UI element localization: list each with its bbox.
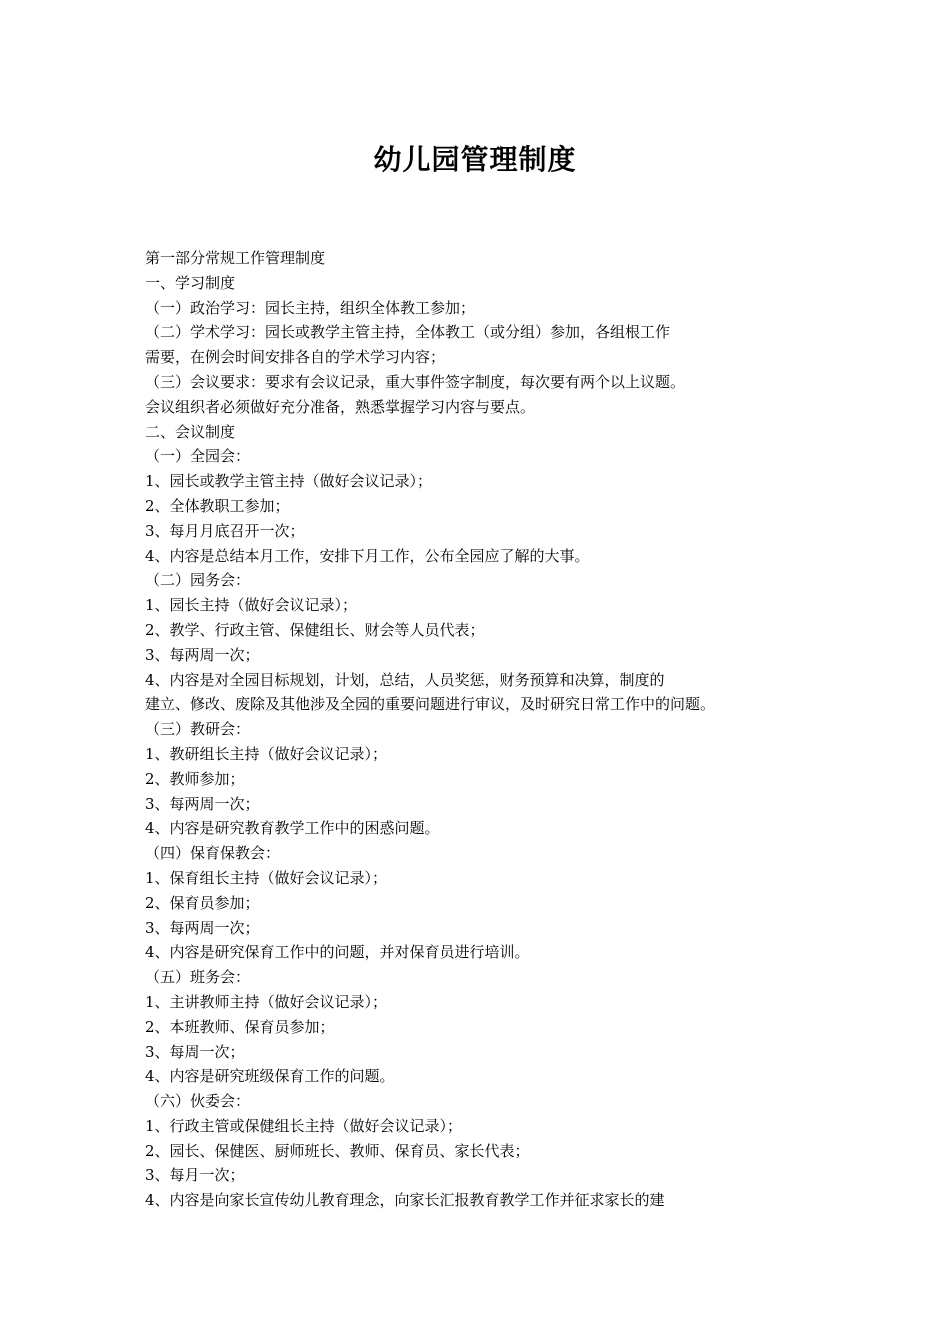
text-line: 2、园长、保健医、厨师班长、教师、保育员、家长代表； <box>145 1141 530 1160</box>
text-line: 二、会议制度 <box>145 422 236 441</box>
text-line: （一）全园会： <box>145 447 251 466</box>
text-line: 3、每两周一次； <box>145 794 260 813</box>
text-line: 2、本班教师、保育员参加； <box>145 1017 335 1036</box>
text-line: 4、内容是研究教育教学工作中的困惑问题。 <box>145 819 440 838</box>
text-line: 需要，在例会时间安排各自的学术学习内容； <box>145 348 446 367</box>
text-line: 建立、修改、废除及其他涉及全园的重要问题进行审议，及时研究日常工作中的问题。 <box>145 695 716 714</box>
text-line: 2、保育员参加； <box>145 893 260 912</box>
text-line: 3、每两周一次； <box>145 645 260 664</box>
text-line: 2、教学、行政主管、保健组长、财会等人员代表； <box>145 620 485 639</box>
text-line: 1、教研组长主持（做好会议记录）； <box>145 744 388 763</box>
text-line: 3、每月一次； <box>145 1166 245 1185</box>
text-line: （三）会议要求：要求有会议记录，重大事件签字制度，每次要有两个以上议题。 <box>145 372 686 391</box>
text-line: 4、内容是研究班级保育工作的问题。 <box>145 1067 395 1086</box>
text-line: （二）学术学习：园长或教学主管主持，全体教工（或分组）参加，各组根工作 <box>145 323 671 342</box>
text-line: （六）伙委会： <box>145 1092 251 1111</box>
text-line: 1、保育组长主持（做好会议记录）； <box>145 868 388 887</box>
text-line: （五）班务会： <box>145 968 251 987</box>
text-line: （二）园务会： <box>145 571 251 590</box>
text-line: 1、主讲教师主持（做好会议记录）； <box>145 992 388 1011</box>
text-line: 第一部分常规工作管理制度 <box>145 249 326 267</box>
document-body <box>145 246 825 1213</box>
text-line: 4、内容是总结本月工作，安排下月工作，公布全园应了解的大事。 <box>145 546 590 565</box>
text-line: 2、教师参加； <box>145 769 245 788</box>
text-line: （三）教研会： <box>145 720 251 739</box>
text-line: 一、学习制度 <box>145 273 236 292</box>
text-line: 4、内容是向家长宣传幼儿教育理念，向家长汇报教育教学工作并征求家长的建 <box>145 1191 665 1210</box>
text-line: 3、每周一次； <box>145 1042 245 1061</box>
text-line: 1、园长主持（做好会议记录）； <box>145 596 358 615</box>
text-line: 3、每两周一次； <box>145 918 260 937</box>
text-line: 1、园长或教学主管主持（做好会议记录）； <box>145 472 433 491</box>
text-line: 4、内容是对全园目标规划，计划，总结，人员奖惩，财务预算和决算，制度的 <box>145 670 665 689</box>
text-line: 2、全体教职工参加； <box>145 496 290 515</box>
text-line: 会议组织者必须做好充分准备，熟悉掌握学习内容与要点。 <box>145 397 536 416</box>
text-line: 1、行政主管或保健组长主持（做好会议记录）； <box>145 1116 463 1135</box>
text-line: （四）保育保教会： <box>145 844 281 863</box>
document-title: 幼儿园管理制度 <box>373 143 577 176</box>
text-line: 4、内容是研究保育工作中的问题，并对保育员进行培训。 <box>145 943 530 962</box>
text-line: 3、每月月底召开一次； <box>145 521 305 540</box>
text-line: （一）政治学习：园长主持，组织全体教工参加； <box>145 298 476 317</box>
